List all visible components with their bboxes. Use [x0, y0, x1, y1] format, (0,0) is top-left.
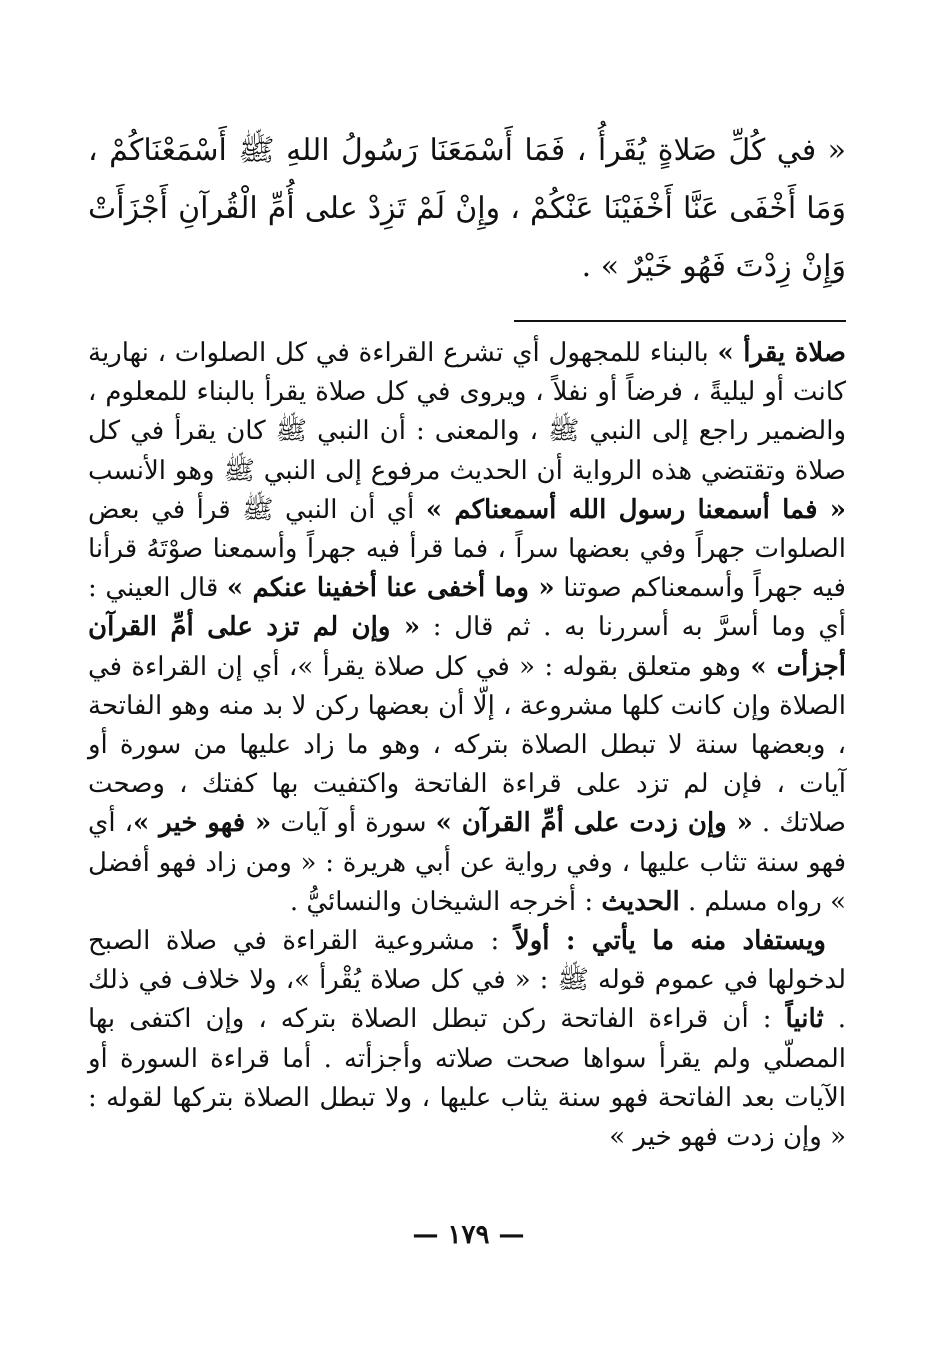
bold-phrase: « وإن لم تزد على أمِّ القرآن أجزأت »	[88, 612, 846, 682]
commentary-text: ، أي فهو سنة تثاب عليها ، وفي رواية عن أبي هريرة : « ومن زاد فهو أفضل » رواه مسلم .	[88, 808, 846, 917]
commentary-text: أي أن النبي ﷺ قرأ في بعض الصلوات جهراً وفي بعضها سراً ، فما قرأ فيه جهراً وأسمعنا صوْتَهُ قرأنا فيه جهراً وأسمعناكم صوتنا	[88, 494, 846, 604]
hadith-text: « في كُلِّ صَلاةٍ يُقَرأُ ، فَمَا أَسْمَعَنَا رَسُولُ اللهِ ﷺ أَسْمَعْنَاكُمْ ، وَمَا أَخْفَى عَنَّا أَخْفَيْنَا عَنْكُمْ ، وإِنْ لَمْ تَزِدْ على أُمِّ الْقُرآنِ أَجْزَأَتْ وَإِنْ زِدْتَ فَهُو خَيْرٌ » .	[88, 133, 846, 284]
commentary-text: : أن قراءة الفاتحة ركن تبطل الصلاة بتركه ، وإن اكتفى بها المصلّي ولم يقرأ سواها صحت صلاته وأجزأته . أما قراءة السورة أو الآيات بعد الفاتحة فهو سنة يثاب عليها ، ولا تبطل الصلاة بتركها لقوله : « وإن زدت فهو خير »	[88, 1004, 846, 1153]
bold-phrase: ويستفاد منه ما يأتي : أولاً	[514, 926, 826, 957]
bold-phrase: « فما أسمعنا رسول الله أسمعناكم »	[425, 494, 847, 525]
commentary-text: وهو متعلق بقوله : « في كل صلاة يقرأ »، أي إن القراءة في الصلاة وإن كانت كلها مشروعة ، إلّا أن بعضها ركن لا بد منه وهو الفاتحة ، وبعضها سنة لا تبطل الصلاة بتركه ، وهو ما زاد عليها من سورة أو آيات ، فإن لم تزد على قراءة الفاتحة واكتفيت بها كفتك ، وصحت صلاتك .	[88, 651, 846, 839]
page-number: — ١٧٩ —	[412, 1220, 525, 1250]
bold-phrase: « وإن زدت على أمِّ القرآن »	[435, 808, 753, 839]
bold-phrase: صلاة يقرأ »	[717, 338, 846, 368]
commentary-text: : مشروعية القراءة في صلاة الصبح لدخولها في عموم قوله ﷺ : « في كل صلاة يُقْرأ »، ولا خلاف في ذلك .	[88, 926, 846, 1035]
bold-phrase: ثانياً	[785, 1004, 824, 1035]
bold-phrase: « فهو خير »	[133, 808, 272, 839]
bold-phrase: « وما أخفى عنا أخفينا عنكم »	[226, 573, 555, 604]
commentary-text: بالبناء للمجهول أي تشرع القراءة في كل الصلوات ، نهارية كانت أو ليليةً ، فرضاً أو نفلاً ، ويروى في كل صلاة يقرأ بالبناء للمعلوم ، والضمير راجع إلى النبي ﷺ ، والمعنى : أن النبي ﷺ كان يقرأ في كل صلاة وتقتضي هذه الرواية أن الحديث مرفوع إلى النبي ﷺ وهو الأنسب	[88, 338, 846, 486]
commentary-paragraph-2	[88, 922, 846, 1157]
commentary-paragraph-1	[88, 334, 846, 922]
footnote-divider	[514, 320, 846, 322]
page-body	[88, 122, 846, 1157]
commentary-text: سورة أو آيات	[271, 808, 436, 839]
commentary	[88, 334, 846, 1157]
commentary-text: : أخرجه الشيخان والنسائيُّ .	[289, 886, 602, 917]
commentary-text: قال العيني : أي وما أسرَّ به أسررنا به . ثم قال :	[88, 573, 846, 643]
bold-phrase: الحديث	[601, 886, 680, 917]
